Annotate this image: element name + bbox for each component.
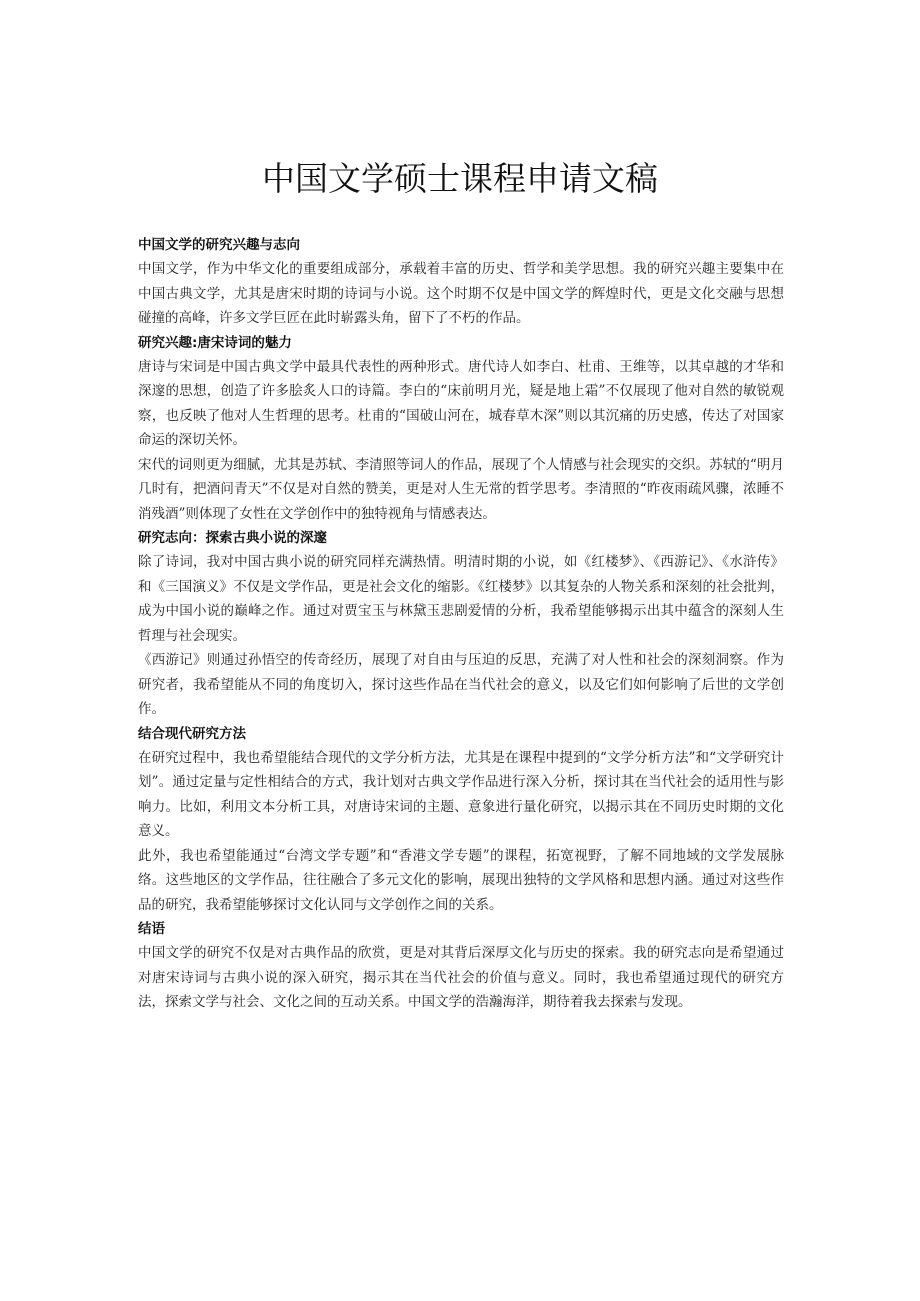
section-heading: 结语 bbox=[138, 921, 165, 937]
section-research-interest-and-aspiration bbox=[138, 233, 784, 331]
section-modern-research-methods bbox=[138, 722, 784, 918]
section-heading: 研究志向：探索古典小说的深邃 bbox=[138, 530, 327, 546]
section-tang-song-poetry bbox=[138, 331, 784, 527]
section-heading: 研究兴趣:唐宋诗词的魅力 bbox=[138, 334, 292, 351]
paragraph: 在研究过程中，我也希望能结合现代的文学分析方法，尤其是在课程中提到的“文学分析方法”和“文学研究计划”。通过定量与定性相结合的方式，我计划对古典文学作品进行深入分析，探讨其在当代社会的适用性与影响力。比如，利用文本分析工具，对唐诗宋词的主题、意象进行量化研究，以揭示其在不同历史时期的文化意义。 bbox=[138, 749, 784, 839]
paragraph: 中国文学，作为中华文化的重要组成部分，承载着丰富的历史、哲学和美学思想。我的研究兴趣主要集中在中国古典文学，尤其是唐宋时期的诗词与小说。这个时期不仅是中国文学的辉煌时代，更是文化交融与思想碰撞的高峰，许多文学巨匠在此时崭露头角，留下了不朽的作品。 bbox=[138, 261, 784, 326]
document-title: 中国文学硕士课程申请文稿 bbox=[262, 159, 658, 198]
paragraph: 此外，我也希望能通过“台湾文学专题”和“香港文学专题”的课程，拓宽视野，了解不同地域的文学发展脉络。这些地区的文学作品，往往融合了多元文化的影响，展现出独特的文学风格和思想内涵。通过对这些作品的研究，我希望能够探讨文化认同与文学创作之间的关系。 bbox=[138, 847, 784, 913]
section-heading: 中国文学的研究兴趣与志向 bbox=[138, 237, 300, 253]
paragraph: 中国文学的研究不仅是对古典作品的欣赏，更是对其背后深厚文化与历史的探索。我的研究志向是希望通过对唐宋诗词与古典小说的深入研究，揭示其在当代社会的价值与意义。同时，我也希望通过现代的研究方法，探索文学与社会、文化之间的互动关系。中国文学的浩瀚海洋，期待着我去探索与发现。 bbox=[138, 945, 784, 1010]
section-heading: 结合现代研究方法 bbox=[138, 725, 246, 742]
section-conclusion bbox=[138, 917, 784, 1015]
section-classical-novels bbox=[138, 526, 784, 722]
document-body bbox=[138, 233, 784, 1015]
paragraph: 唐诗与宋词是中国古典文学中最具代表性的两种形式。唐代诗人如李白、杜甫、王维等，以其卓越的才华和深邃的思想，创造了许多脍炙人口的诗篇。李白的“床前明月光，疑是地上霜”不仅展现了他对自然的敏锐观察，也反映了他对人生哲理的思考。杜甫的“国破山河在，城春草木深”则以其沉痛的历史感，传达了对国家命运的深切关怀。 bbox=[138, 358, 784, 448]
paragraph: 《西游记》则通过孙悟空的传奇经历，展现了对自由与压迫的反思，充满了对人性和社会的深刻洞察。作为研究者，我希望能从不同的角度切入，探讨这些作品在当代社会的意义，以及它们如何影响了后世的文学创作。 bbox=[138, 652, 784, 717]
paragraph: 除了诗词，我对中国古典小说的研究同样充满热情。明清时期的小说，如《红楼梦》、《西游记》、《水浒传》和《三国演义》不仅是文学作品，更是社会文化的缩影。《红楼梦》以其复杂的人物关系和深刻的社会批判，成为中国小说的巅峰之作。通过对贾宝玉与林黛玉悲剧爱情的分析，我希望能够揭示出其中蕴含的深刻人生哲理与社会现实。 bbox=[138, 554, 784, 644]
paragraph: 宋代的词则更为细腻，尤其是苏轼、李清照等词人的作品，展现了个人情感与社会现实的交织。苏轼的“明月几时有，把酒问青天”不仅是对自然的赞美，更是对人生无常的哲学思考。李清照的“昨夜雨疏风骤，浓睡不消残酒”则体现了女性在文学创作中的独特视角与情感表达。 bbox=[138, 456, 784, 522]
